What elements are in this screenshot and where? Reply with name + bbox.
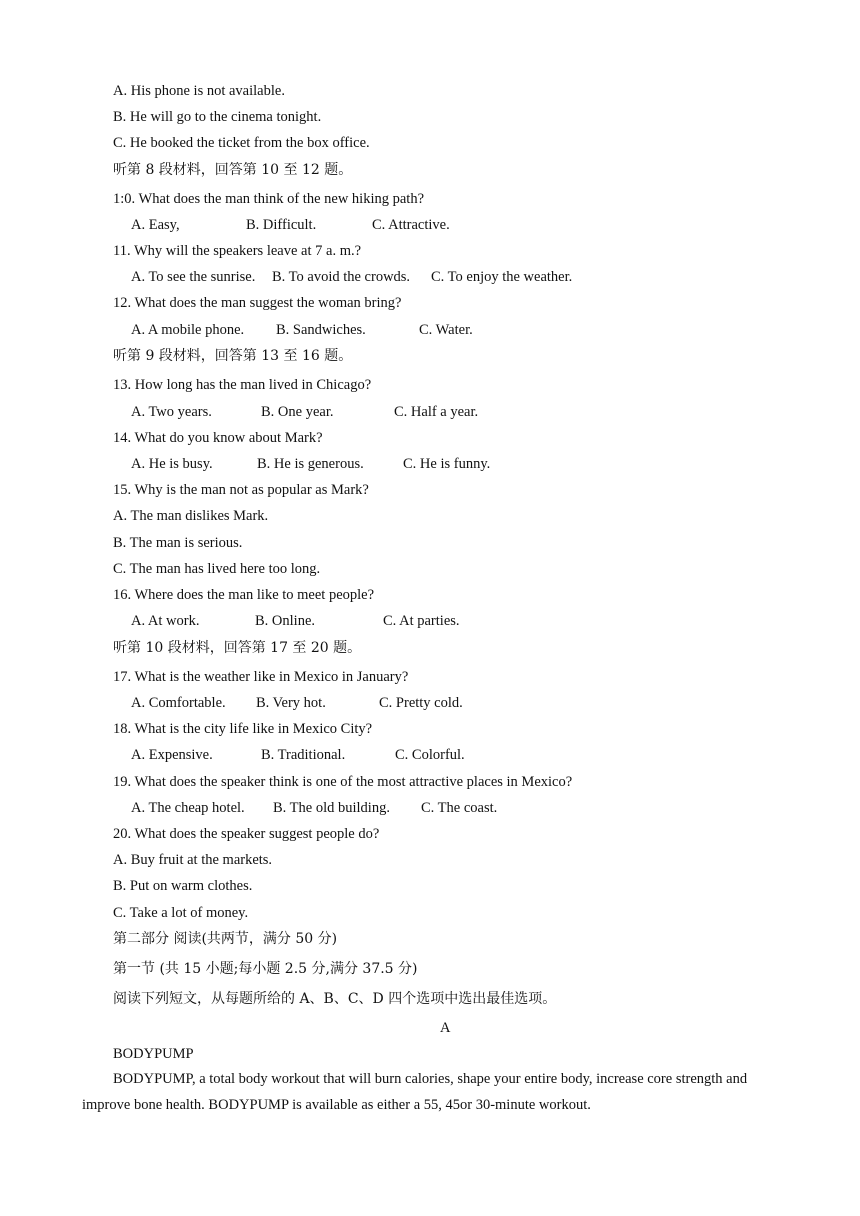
question-line: 15. Why is the man not as popular as Mark? bbox=[113, 482, 369, 498]
option-c: C. Colorful. bbox=[395, 747, 465, 763]
passage-paragraph: BODYPUMP, a total body workout that will burn calories, shape your entire body, increase core strength and improve bone health. BODYPUMP is available as either a 55, 45or 30-minute workout. bbox=[82, 1071, 748, 1113]
option-a: A. Comfortable. bbox=[131, 695, 226, 711]
option-a: A. Two years. bbox=[131, 404, 212, 420]
option-a: A. A mobile phone. bbox=[131, 322, 245, 338]
option-a: A. He is busy. bbox=[131, 456, 213, 472]
option-a: A. Expensive. bbox=[131, 747, 213, 763]
option-b: B. Difficult. bbox=[246, 217, 317, 233]
option-line: A. Buy fruit at the markets. bbox=[113, 852, 273, 868]
question-line: 20. What does the speaker suggest people do? bbox=[113, 826, 380, 842]
option-b: B. To avoid the crowds. bbox=[272, 269, 411, 285]
option-a: A. At work. bbox=[131, 613, 200, 629]
option-c: C. The coast. bbox=[421, 800, 498, 816]
option-b: B. One year. bbox=[261, 404, 334, 420]
passage-title: BODYPUMP bbox=[113, 1046, 194, 1062]
section-instruction: 听第 8 段材料，回答第 10 至 12 题。 bbox=[113, 162, 353, 178]
option-b: B. Very hot. bbox=[256, 695, 326, 711]
option-a: A. The cheap hotel. bbox=[131, 800, 245, 816]
option-c: C. To enjoy the weather. bbox=[431, 269, 573, 285]
option-b: B. The old building. bbox=[273, 800, 390, 816]
question-line: 18. What is the city life like in Mexico City? bbox=[113, 721, 373, 737]
question-line: 1:0. What does the man think of the new hiking path? bbox=[113, 191, 425, 207]
option-c: C. Water. bbox=[419, 322, 473, 338]
question-line: 11. Why will the speakers leave at 7 a. m.? bbox=[113, 243, 362, 259]
question-line: 16. Where does the man like to meet people? bbox=[113, 587, 375, 603]
option-a: A. To see the sunrise. bbox=[131, 269, 256, 285]
option-line: B. The man is serious. bbox=[113, 535, 243, 551]
question-line: 19. What does the speaker think is one of the most attractive places in Mexico? bbox=[113, 774, 573, 790]
option-c: C. Pretty cold. bbox=[379, 695, 463, 711]
passage-letter: A bbox=[440, 1020, 451, 1036]
option-c: C. He is funny. bbox=[403, 456, 491, 472]
section-heading: 第一节 (共 15 小题;每小题 2.5 分,满分 37.5 分) bbox=[113, 961, 418, 977]
option-line: C. The man has lived here too long. bbox=[113, 561, 321, 577]
option-b: B. Sandwiches. bbox=[276, 322, 366, 338]
option-a: A. Easy, bbox=[131, 217, 180, 233]
section-instruction: 听第 9 段材料，回答第 13 至 16 题。 bbox=[113, 348, 353, 364]
option-b: B. Online. bbox=[255, 613, 316, 629]
option-line: B. Put on warm clothes. bbox=[113, 878, 253, 894]
option-line: A. His phone is not available. bbox=[113, 83, 285, 99]
section-instruction: 听第 10 段材料，回答第 17 至 20 题。 bbox=[113, 640, 362, 656]
question-line: 13. How long has the man lived in Chicago? bbox=[113, 377, 372, 393]
option-line: B. He will go to the cinema tonight. bbox=[113, 109, 322, 125]
question-line: 17. What is the weather like in Mexico in January? bbox=[113, 669, 409, 685]
question-line: 12. What does the man suggest the woman bring? bbox=[113, 295, 402, 311]
question-line: 14. What do you know about Mark? bbox=[113, 430, 323, 446]
part-heading: 第二部分 阅读(共两节，满分 50 分) bbox=[113, 931, 338, 947]
option-line: C. He booked the ticket from the box office. bbox=[113, 135, 370, 151]
option-c: C. Half a year. bbox=[394, 404, 479, 420]
option-b: B. Traditional. bbox=[261, 747, 346, 763]
option-line: C. Take a lot of money. bbox=[113, 905, 249, 921]
option-b: B. He is generous. bbox=[257, 456, 364, 472]
option-line: A. The man dislikes Mark. bbox=[113, 508, 269, 524]
option-c: C. At parties. bbox=[383, 613, 460, 629]
reading-instruction: 阅读下列短文，从每题所给的 A、B、C、D 四个选项中选出最佳选项。 bbox=[113, 991, 557, 1007]
option-c: C. Attractive. bbox=[372, 217, 450, 233]
